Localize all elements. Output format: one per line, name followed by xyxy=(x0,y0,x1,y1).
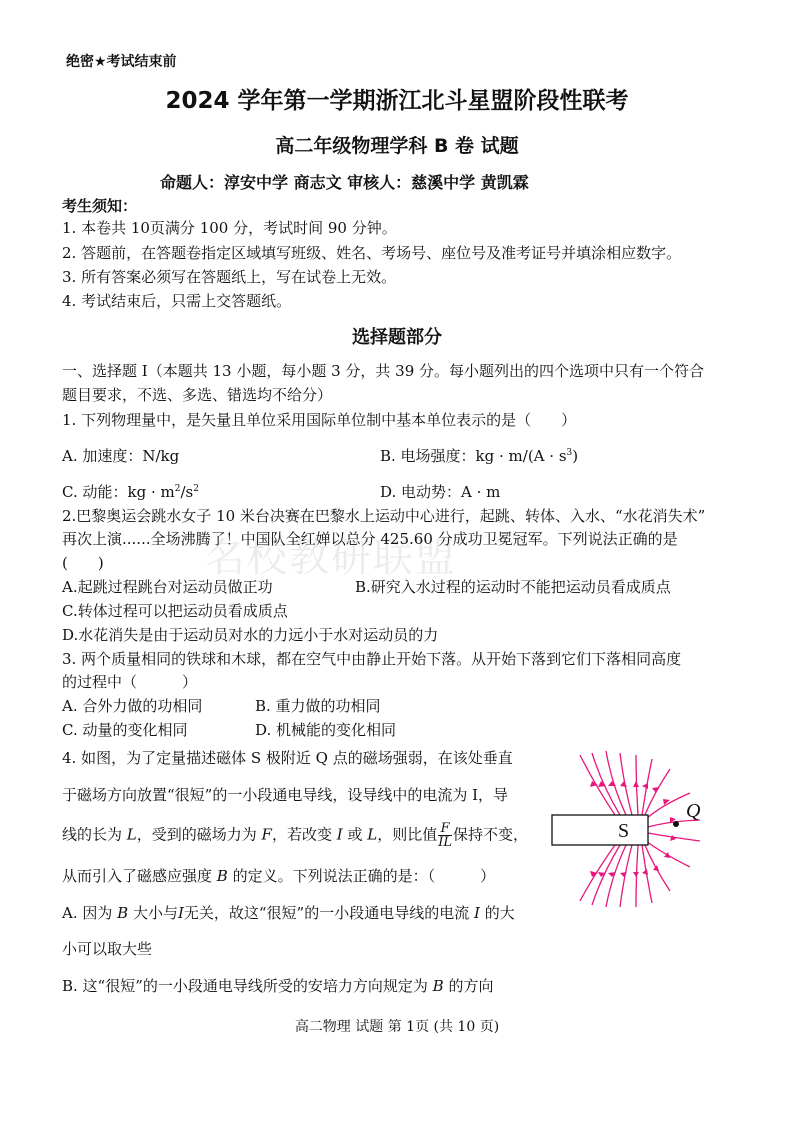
q4-text: 大小与 xyxy=(128,904,178,922)
q2-stem: 2.巴黎奥运会跳水女子 10 米台决赛在巴黎水上运动中心进行，起跳、转体、入水、“水花消失术” xyxy=(62,507,706,525)
q1-option-a: A. 加速度：N/kg xyxy=(62,447,180,465)
part1-intro: 题目要求，不选、多选、错选均不给分） xyxy=(62,386,333,404)
q4-text: ，则比值 xyxy=(377,825,438,844)
q4-text: 或 xyxy=(342,825,368,844)
confidential-label: 绝密★考试结束前 xyxy=(66,54,177,70)
q4-var-f: F xyxy=(261,825,272,844)
authors-line: 命题人：淳安中学 商志文 审核人：慈溪中学 黄凯霖 xyxy=(160,173,529,192)
q3-option-b: B. 重力做的功相同 xyxy=(255,697,381,715)
q4-option-a-cont: 小可以取大些 xyxy=(62,940,153,958)
q4-option-b xyxy=(62,975,493,996)
q2-option-b: B.研究入水过程的运动时不能把运动员看成质点 xyxy=(355,578,671,596)
q4-var-i: I xyxy=(336,825,343,844)
q1-option-c-text: C. 动能：kg · m xyxy=(62,483,175,501)
q4-text: 从而引入了磁感应强度 xyxy=(62,867,217,885)
q4-stem xyxy=(62,865,495,886)
q3-option-d: D. 机械能的变化相同 xyxy=(255,721,397,739)
magnet-field-figure xyxy=(540,745,740,915)
magnet-s-pole xyxy=(552,815,648,845)
q2-option-a: A.起跳过程跳台对运动员做正功 xyxy=(62,578,273,596)
q1-option-c xyxy=(62,481,199,502)
section-title: 选择题部分 xyxy=(352,327,442,348)
notice-item: 2. 答题前，在答题卷指定区域填写班级、姓名、考场号、座位号及准考证号并填涂相应数字。 xyxy=(62,244,682,262)
q4-text: ，受到的磁场力为 xyxy=(136,825,262,844)
q4-ratio-fraction xyxy=(438,822,452,849)
q3-stem: 的过程中（ ） xyxy=(62,673,198,691)
q3-stem: 3. 两个质量相同的铁球和木球，都在空气中由静止开始下落。从开始下落到它们下落相同高度 xyxy=(62,650,682,668)
q4-stem: 于磁场方向放置“很短”的一小段通电导线，设导线中的电流为 I，导 xyxy=(62,786,509,804)
q4-text: 的大 xyxy=(479,904,515,922)
q4-var-i: I xyxy=(474,904,480,922)
part1-intro: 一、选择题 I（本题共 13 小题，每小题 3 分，共 39 分。每小题列出的四个选项中只有一个符合 xyxy=(62,362,705,380)
q4-var-b: B xyxy=(216,867,228,885)
q2-option-d: D.水花消失是由于运动员对水的力远小于水对运动员的力 xyxy=(62,626,439,644)
point-q-dot xyxy=(673,821,679,827)
q1-option-b-close: ) xyxy=(572,447,579,465)
exam-subtitle: 高二年级物理学科 B 卷 试题 xyxy=(275,135,519,157)
fraction-denominator: IL xyxy=(438,835,452,850)
q3-option-a: A. 合外力做的功相同 xyxy=(62,697,203,715)
q3-option-c: C. 动量的变化相同 xyxy=(62,721,188,739)
exam-title: 2024 学年第一学期浙江北斗星盟阶段性联考 xyxy=(165,88,629,114)
q4-text: 无关，故这“很短”的一小段通电导线的电流 xyxy=(183,904,474,922)
q1-stem: 1. 下列物理量中，是矢量且单位采用国际单位制中基本单位表示的是（ ） xyxy=(62,411,577,429)
notice-item: 3. 所有答案必须写在答题纸上，写在试卷上无效。 xyxy=(62,268,397,286)
q4-text: 线的长为 xyxy=(62,825,127,844)
q1-option-c-mid: /s xyxy=(180,483,194,501)
q4-var-b: B xyxy=(117,904,129,922)
q1-option-b-sup: 3 xyxy=(566,448,573,458)
fraction-numerator: F xyxy=(438,822,452,836)
q2-option-c: C.转体过程可以把运动员看成质点 xyxy=(62,602,288,620)
notice-item: 1. 本卷共 10页满分 100 分，考试时间 90 分钟。 xyxy=(62,219,397,237)
page-footer: 高二物理 试题 第 1页 (共 10 页) xyxy=(294,1019,500,1035)
q4-text: ，若改变 xyxy=(271,825,337,844)
q4-option-a xyxy=(62,902,515,923)
q4-text: 的定义。下列说法正确的是：（ ） xyxy=(227,867,496,885)
q1-option-b xyxy=(380,445,578,466)
q4-text: A. 因为 xyxy=(62,904,118,922)
q4-stem xyxy=(62,822,528,849)
q2-stem: ( ) xyxy=(62,554,104,572)
q4-text: 的方向 xyxy=(443,977,494,995)
q1-option-c-sup: 2 xyxy=(174,484,181,494)
q4-var-i: I xyxy=(177,904,184,922)
q4-var-l: L xyxy=(367,825,378,844)
q4-text: 保持不变， xyxy=(452,825,528,844)
q1-option-c-sup2: 2 xyxy=(193,484,199,494)
q1-option-b-text: B. 电场强度：kg · m/(A · s xyxy=(380,447,567,465)
q2-stem: 再次上演......全场沸腾了！中国队全红婵以总分 425.60 分成功卫冕冠军。下列说法正确的是 xyxy=(62,530,678,548)
pole-label: S xyxy=(618,820,630,842)
q4-stem: 4. 如图，为了定量描述磁体 S 极附近 Q 点的磁场强弱，在该处垂直 xyxy=(62,749,513,767)
notice-item: 4. 考试结束后，只需上交答题纸。 xyxy=(62,292,292,310)
q1-option-d: D. 电动势：A · m xyxy=(380,483,501,501)
point-label: Q xyxy=(686,800,701,822)
q4-var-b: B xyxy=(432,977,444,995)
q4-var-l: L xyxy=(126,825,137,844)
watermark: 名校教研联盟 xyxy=(205,535,457,581)
notice-heading: 考生须知： xyxy=(62,197,138,215)
q4-text: B. 这“很短”的一小段通电导线所受的安培力方向规定为 xyxy=(62,977,433,995)
